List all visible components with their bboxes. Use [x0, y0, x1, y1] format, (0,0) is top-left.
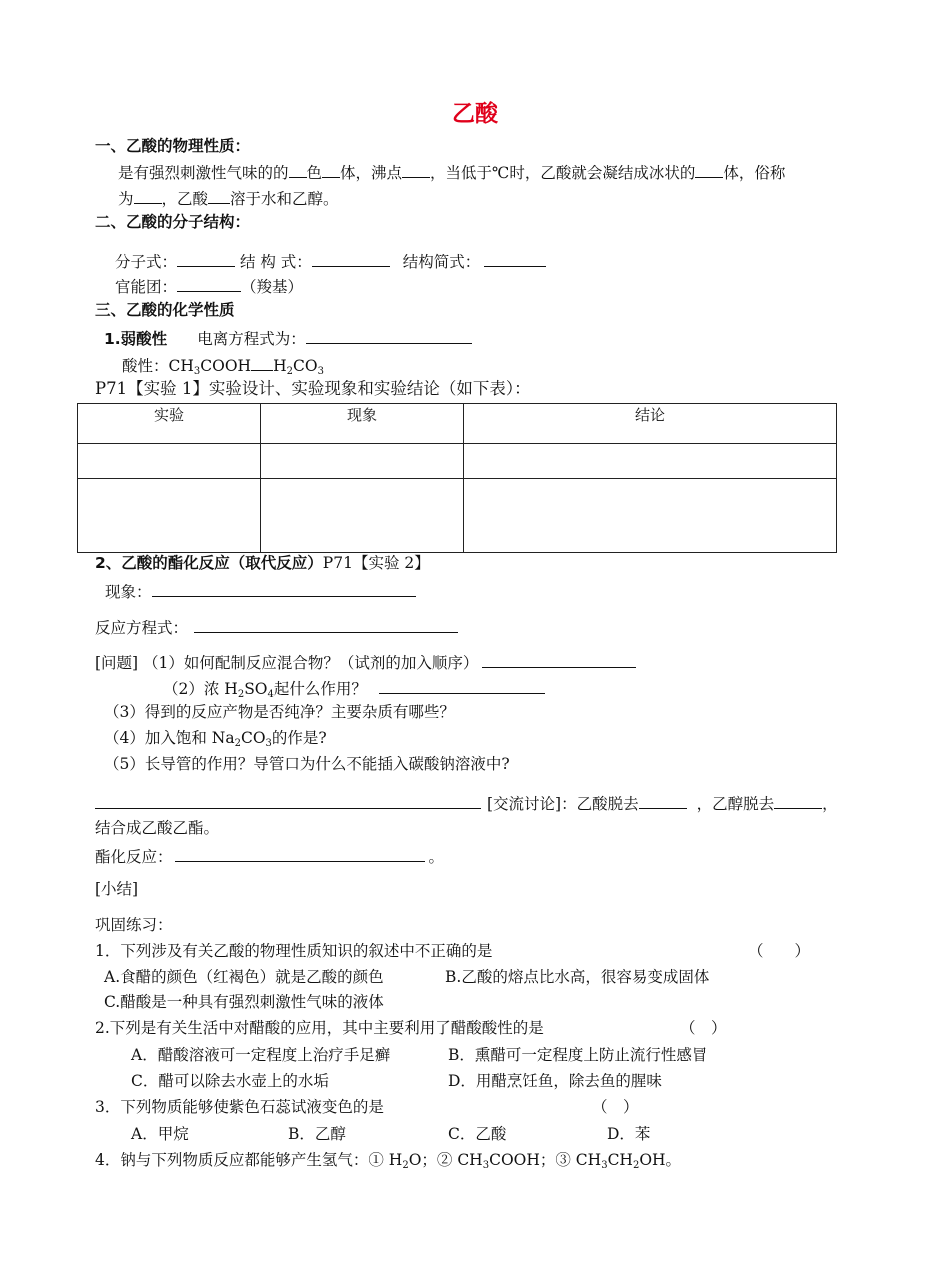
- practice-q2-option-b[interactable]: B．熏醋可一定程度上防止流行性感冒: [448, 1046, 708, 1064]
- table-header: 实验: [78, 404, 261, 444]
- question3-line: （3）得到的反应产物是否纯净？主要杂质有哪些？: [104, 703, 455, 721]
- experiment-table: [77, 403, 837, 553]
- practice-q2-option-d[interactable]: D．用醋烹饪鱼，除去鱼的腥味: [448, 1072, 662, 1090]
- exp1-intro: P71【实验 1】实验设计、实验现象和实验结论（如下表）：: [95, 379, 531, 398]
- blank[interactable]: [177, 252, 235, 267]
- practice-q3-option-c[interactable]: C．乙酸: [448, 1125, 507, 1143]
- blank[interactable]: [175, 847, 425, 862]
- phenomenon-line: 现象：: [105, 582, 416, 601]
- practice-q1-option-c[interactable]: C.醋酸是一种具有强烈刺激性气味的液体: [104, 993, 384, 1011]
- table-cell[interactable]: [261, 479, 464, 553]
- blank[interactable]: [177, 277, 241, 292]
- combine-line: 结合成乙酸乙酯。: [95, 819, 220, 837]
- blank[interactable]: [322, 163, 340, 178]
- esterification-line: 酯化反应： 。: [95, 848, 445, 866]
- table-header: 现象: [261, 404, 464, 444]
- weak-acid-line: 1.弱酸性 电离方程式为：: [104, 329, 472, 348]
- table-cell[interactable]: [464, 479, 837, 553]
- blank[interactable]: [251, 356, 273, 371]
- practice-q1-option-b[interactable]: B.乙酸的熔点比水高，很容易变成固体: [445, 968, 710, 986]
- s1-line1: 是有强烈刺激性气味的的 色 体，沸点 ，当低于℃时，乙酸就会凝结成冰状的 体，俗称: [118, 164, 786, 182]
- practice-q2-option-c[interactable]: C．醋可以除去水壶上的水垢: [131, 1072, 329, 1090]
- s2-formula-line: 分子式： 结 构 式： 结构简式：: [115, 252, 546, 271]
- blank[interactable]: [289, 163, 307, 178]
- blank[interactable]: [208, 189, 230, 204]
- blank[interactable]: [695, 163, 723, 178]
- blank[interactable]: [312, 252, 390, 267]
- blank[interactable]: [482, 653, 636, 668]
- practice-q3-option-a[interactable]: A．甲烷: [131, 1125, 189, 1143]
- practice-q2-option-a[interactable]: A．醋酸溶液可一定程度上治疗手足癣: [131, 1046, 391, 1064]
- table-header: 结论: [464, 404, 837, 444]
- blank[interactable]: [639, 794, 687, 809]
- blank[interactable]: [402, 163, 430, 178]
- answer-paren[interactable]: （ ）: [680, 1019, 727, 1037]
- table-cell[interactable]: [261, 444, 464, 479]
- acidity-line: 酸性：$CH_3COOH$ $H_2CO_3$: [122, 357, 324, 377]
- s1-line2: 为 ，乙酸 溶于水和乙醇。: [118, 190, 339, 208]
- blank[interactable]: [95, 794, 481, 809]
- blank[interactable]: [306, 329, 472, 344]
- table-cell[interactable]: [78, 444, 261, 479]
- section1-heading: 一、乙酸的物理性质：: [95, 137, 251, 155]
- question1-line: [问题] （1）如何配制反应混合物？（试剂的加入顺序）: [95, 653, 636, 672]
- practice-q1-option-a[interactable]: A.食醋的颜色（红褐色）就是乙酸的颜色: [104, 968, 384, 986]
- practice-q1-stem: 1．下列涉及有关乙酸的物理性质知识的叙述中不正确的是: [95, 942, 493, 960]
- blank[interactable]: [134, 189, 162, 204]
- practice-q2-stem: 2.下列是有关生活中对醋酸的应用，其中主要利用了醋酸酸性的是: [95, 1019, 544, 1037]
- blank[interactable]: [484, 252, 546, 267]
- discussion-line: [交流讨论]：乙酸脱去 ，乙醇脱去 ，: [95, 794, 838, 813]
- page-title: 乙酸: [452, 101, 498, 127]
- practice-q4-stem: 4．钠与下列物质反应都能够产生氢气：① $H_2O$；② $CH_3COOH$；③ $CH_3CH_2OH$。: [95, 1151, 682, 1171]
- table-cell[interactable]: [78, 479, 261, 553]
- question5-line: （5）长导管的作用？导管口为什么不能插入碳酸钠溶液中?: [104, 755, 510, 773]
- equation-line: 反应方程式：: [95, 618, 458, 637]
- summary-label: [小结]: [95, 880, 139, 898]
- blank[interactable]: [379, 679, 545, 694]
- question4-line: （4）加入饱和 $Na_2CO_3$的作是?: [104, 729, 327, 749]
- esterification-heading: 2、乙酸的酯化反应（取代反应）P71【实验 2】: [95, 554, 430, 572]
- blank[interactable]: [194, 618, 458, 633]
- practice-heading: 巩固练习：: [95, 916, 173, 934]
- section2-heading: 二、乙酸的分子结构：: [95, 213, 251, 231]
- question2-line: （2）浓 $H_2SO_4$起什么作用？: [163, 679, 545, 698]
- s2-group-line: 官能团： （羧基）: [115, 278, 304, 296]
- practice-q3-option-b[interactable]: B．乙醇: [288, 1125, 346, 1143]
- practice-q3-stem: 3．下列物质能够使紫色石蕊试液变色的是: [95, 1098, 384, 1116]
- blank[interactable]: [152, 582, 416, 597]
- answer-paren[interactable]: （ ）: [748, 942, 811, 960]
- blank[interactable]: [774, 794, 822, 809]
- answer-paren[interactable]: （ ）: [592, 1098, 639, 1116]
- table-cell[interactable]: [464, 444, 837, 479]
- practice-q3-option-d[interactable]: D．苯: [607, 1125, 651, 1143]
- section3-heading: 三、乙酸的化学性质: [95, 301, 235, 319]
